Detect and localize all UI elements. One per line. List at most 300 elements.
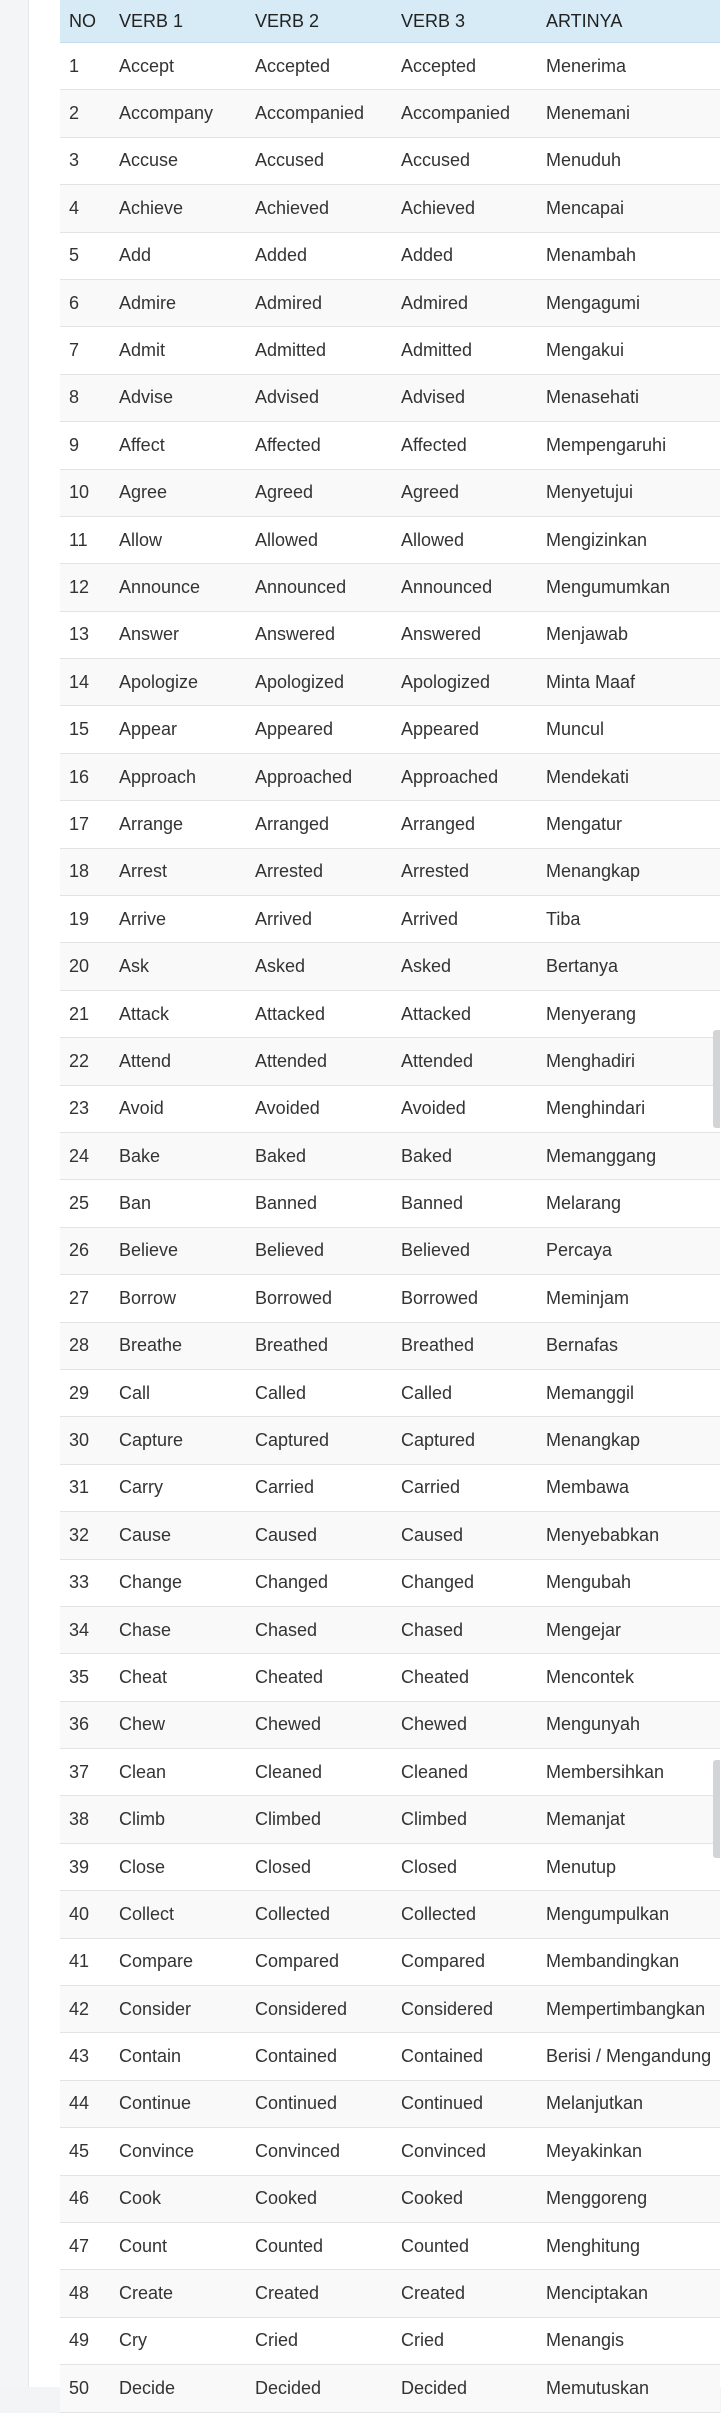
cell-verb-1: Cause	[110, 1512, 246, 1559]
cell-verb-1: Contain	[110, 2033, 246, 2080]
cell-verb-1: Attend	[110, 1038, 246, 1085]
cell-verb-1: Arrest	[110, 848, 246, 895]
cell-verb-1: Convince	[110, 2128, 246, 2175]
cell-no: 4	[60, 185, 110, 232]
cell-artinya: Membawa	[537, 1464, 720, 1511]
table-row	[60, 374, 720, 421]
cell-no: 16	[60, 753, 110, 800]
cell-verb-1: Accuse	[110, 137, 246, 184]
cell-verb-3: Breathed	[392, 1322, 537, 1369]
cell-artinya: Meyakinkan	[537, 2128, 720, 2175]
cell-verb-2: Collected	[246, 1891, 392, 1938]
cell-verb-2: Borrowed	[246, 1275, 392, 1322]
table-row	[60, 1512, 720, 1559]
table-row	[60, 943, 720, 990]
table-row	[60, 2317, 720, 2364]
table-row	[60, 516, 720, 563]
table-row	[60, 90, 720, 137]
table-row	[60, 1417, 720, 1464]
cell-verb-1: Agree	[110, 469, 246, 516]
cell-verb-3: Baked	[392, 1132, 537, 1179]
cell-verb-3: Advised	[392, 374, 537, 421]
table-header	[60, 0, 720, 43]
cell-artinya: Mengatur	[537, 801, 720, 848]
cell-verb-2: Admired	[246, 279, 392, 326]
cell-verb-1: Continue	[110, 2080, 246, 2127]
cell-verb-2: Believed	[246, 1227, 392, 1274]
cell-verb-1: Attack	[110, 990, 246, 1037]
cell-artinya: Bernafas	[537, 1322, 720, 1369]
table-row	[60, 659, 720, 706]
cell-verb-1: Add	[110, 232, 246, 279]
cell-verb-2: Accused	[246, 137, 392, 184]
cell-artinya: Menggoreng	[537, 2175, 720, 2222]
header-no: NO	[60, 0, 110, 43]
cell-verb-1: Ban	[110, 1180, 246, 1227]
table-row	[60, 1322, 720, 1369]
table-row	[60, 2222, 720, 2269]
cell-verb-2: Answered	[246, 611, 392, 658]
cell-artinya: Mengagumi	[537, 279, 720, 326]
cell-verb-1: Accept	[110, 43, 246, 90]
cell-no: 43	[60, 2033, 110, 2080]
cell-no: 45	[60, 2128, 110, 2175]
cell-no: 28	[60, 1322, 110, 1369]
cell-verb-1: Chase	[110, 1606, 246, 1653]
cell-no: 5	[60, 232, 110, 279]
cell-no: 25	[60, 1180, 110, 1227]
cell-verb-3: Banned	[392, 1180, 537, 1227]
cell-verb-1: Answer	[110, 611, 246, 658]
cell-no: 23	[60, 1085, 110, 1132]
cell-verb-3: Attacked	[392, 990, 537, 1037]
cell-verb-3: Cheated	[392, 1654, 537, 1701]
table-row	[60, 279, 720, 326]
cell-verb-2: Called	[246, 1369, 392, 1416]
cell-verb-3: Believed	[392, 1227, 537, 1274]
cell-no: 47	[60, 2222, 110, 2269]
cell-verb-3: Called	[392, 1369, 537, 1416]
cell-no: 46	[60, 2175, 110, 2222]
cell-verb-1: Create	[110, 2270, 246, 2317]
cell-no: 2	[60, 90, 110, 137]
cell-verb-1: Allow	[110, 516, 246, 563]
cell-verb-3: Added	[392, 232, 537, 279]
table-row	[60, 1132, 720, 1179]
cell-verb-2: Breathed	[246, 1322, 392, 1369]
cell-verb-3: Asked	[392, 943, 537, 990]
cell-verb-3: Admitted	[392, 327, 537, 374]
cell-verb-1: Cry	[110, 2317, 246, 2364]
cell-no: 44	[60, 2080, 110, 2127]
cell-verb-3: Cried	[392, 2317, 537, 2364]
cell-verb-3: Chewed	[392, 1701, 537, 1748]
cell-verb-3: Considered	[392, 1986, 537, 2033]
cell-verb-2: Achieved	[246, 185, 392, 232]
cell-artinya: Menyetujui	[537, 469, 720, 516]
cell-artinya: Menghindari	[537, 1085, 720, 1132]
cell-artinya: Memanjat	[537, 1796, 720, 1843]
cell-verb-3: Climbed	[392, 1796, 537, 1843]
header-verb-3: VERB 3	[392, 0, 537, 43]
cell-verb-3: Arrested	[392, 848, 537, 895]
irregular-verb-table	[60, 0, 720, 2413]
cell-no: 1	[60, 43, 110, 90]
table-row	[60, 137, 720, 184]
cell-artinya: Mempertimbangkan	[537, 1986, 720, 2033]
cell-no: 26	[60, 1227, 110, 1274]
cell-verb-3: Answered	[392, 611, 537, 658]
table-row	[60, 1986, 720, 2033]
cell-no: 31	[60, 1464, 110, 1511]
cell-verb-2: Created	[246, 2270, 392, 2317]
table-row	[60, 185, 720, 232]
cell-no: 21	[60, 990, 110, 1037]
cell-no: 41	[60, 1938, 110, 1985]
cell-artinya: Berisi / Mengandung	[537, 2033, 720, 2080]
cell-verb-3: Approached	[392, 753, 537, 800]
cell-artinya: Membersihkan	[537, 1749, 720, 1796]
cell-verb-2: Agreed	[246, 469, 392, 516]
cell-verb-1: Decide	[110, 2365, 246, 2412]
cell-no: 27	[60, 1275, 110, 1322]
table-row	[60, 1606, 720, 1653]
cell-artinya: Mengubah	[537, 1559, 720, 1606]
cell-no: 24	[60, 1132, 110, 1179]
cell-verb-3: Borrowed	[392, 1275, 537, 1322]
cell-verb-2: Apologized	[246, 659, 392, 706]
cell-no: 30	[60, 1417, 110, 1464]
cell-verb-1: Clean	[110, 1749, 246, 1796]
cell-no: 7	[60, 327, 110, 374]
cell-verb-3: Chased	[392, 1606, 537, 1653]
cell-verb-2: Cleaned	[246, 1749, 392, 1796]
table-row	[60, 2270, 720, 2317]
cell-no: 20	[60, 943, 110, 990]
cell-artinya: Menangkap	[537, 848, 720, 895]
cell-artinya: Mengumpulkan	[537, 1891, 720, 1938]
cell-artinya: Menjawab	[537, 611, 720, 658]
cell-no: 50	[60, 2365, 110, 2412]
table-row	[60, 753, 720, 800]
cell-artinya: Menangkap	[537, 1417, 720, 1464]
cell-verb-2: Banned	[246, 1180, 392, 1227]
cell-verb-3: Contained	[392, 2033, 537, 2080]
cell-artinya: Mempengaruhi	[537, 422, 720, 469]
cell-verb-2: Attacked	[246, 990, 392, 1037]
cell-no: 8	[60, 374, 110, 421]
cell-artinya: Menutup	[537, 1843, 720, 1890]
table-row	[60, 1843, 720, 1890]
cell-verb-2: Appeared	[246, 706, 392, 753]
table-row	[60, 1891, 720, 1938]
table-row	[60, 1369, 720, 1416]
table-row	[60, 43, 720, 90]
cell-verb-2: Approached	[246, 753, 392, 800]
header-artinya: ARTINYA	[537, 0, 720, 43]
cell-verb-1: Change	[110, 1559, 246, 1606]
table-row	[60, 232, 720, 279]
cell-verb-3: Allowed	[392, 516, 537, 563]
cell-verb-2: Cried	[246, 2317, 392, 2364]
cell-artinya: Mengejar	[537, 1606, 720, 1653]
cell-no: 9	[60, 422, 110, 469]
table-row	[60, 1180, 720, 1227]
cell-artinya: Memanggil	[537, 1369, 720, 1416]
cell-artinya: Menerima	[537, 43, 720, 90]
cell-verb-3: Decided	[392, 2365, 537, 2412]
cell-artinya: Menciptakan	[537, 2270, 720, 2317]
cell-no: 14	[60, 659, 110, 706]
table-row	[60, 801, 720, 848]
table-row	[60, 1038, 720, 1085]
cell-verb-1: Arrive	[110, 896, 246, 943]
cell-verb-1: Compare	[110, 1938, 246, 1985]
cell-no: 15	[60, 706, 110, 753]
cell-artinya: Minta Maaf	[537, 659, 720, 706]
cell-verb-1: Bake	[110, 1132, 246, 1179]
scrollbar-thumb-lower[interactable]	[713, 1760, 720, 1858]
cell-verb-1: Admire	[110, 279, 246, 326]
cell-verb-2: Decided	[246, 2365, 392, 2412]
table-row	[60, 611, 720, 658]
cell-verb-1: Achieve	[110, 185, 246, 232]
cell-verb-3: Accompanied	[392, 90, 537, 137]
cell-verb-3: Convinced	[392, 2128, 537, 2175]
cell-verb-1: Call	[110, 1369, 246, 1416]
cell-verb-3: Continued	[392, 2080, 537, 2127]
table-row	[60, 706, 720, 753]
cell-no: 32	[60, 1512, 110, 1559]
cell-verb-2: Changed	[246, 1559, 392, 1606]
table-row	[60, 2033, 720, 2080]
cell-verb-3: Apologized	[392, 659, 537, 706]
cell-verb-3: Compared	[392, 1938, 537, 1985]
cell-artinya: Menuduh	[537, 137, 720, 184]
cell-artinya: Mengumumkan	[537, 564, 720, 611]
cell-verb-2: Climbed	[246, 1796, 392, 1843]
cell-verb-2: Carried	[246, 1464, 392, 1511]
cell-artinya: Menambah	[537, 232, 720, 279]
cell-artinya: Menemani	[537, 90, 720, 137]
cell-verb-1: Admit	[110, 327, 246, 374]
table-row	[60, 2365, 720, 2412]
cell-artinya: Menyebabkan	[537, 1512, 720, 1559]
cell-verb-3: Attended	[392, 1038, 537, 1085]
cell-verb-2: Avoided	[246, 1085, 392, 1132]
cell-verb-2: Announced	[246, 564, 392, 611]
table-row	[60, 1085, 720, 1132]
cell-verb-2: Convinced	[246, 2128, 392, 2175]
cell-artinya: Melarang	[537, 1180, 720, 1227]
cell-no: 37	[60, 1749, 110, 1796]
cell-artinya: Memanggang	[537, 1132, 720, 1179]
cell-verb-2: Cheated	[246, 1654, 392, 1701]
table-row	[60, 1464, 720, 1511]
cell-verb-1: Accompany	[110, 90, 246, 137]
cell-verb-2: Contained	[246, 2033, 392, 2080]
cell-no: 3	[60, 137, 110, 184]
cell-verb-3: Appeared	[392, 706, 537, 753]
cell-verb-3: Collected	[392, 1891, 537, 1938]
table-row	[60, 1227, 720, 1274]
cell-verb-1: Cheat	[110, 1654, 246, 1701]
cell-verb-1: Approach	[110, 753, 246, 800]
cell-verb-2: Compared	[246, 1938, 392, 1985]
cell-verb-3: Caused	[392, 1512, 537, 1559]
cell-verb-2: Accepted	[246, 43, 392, 90]
table-row	[60, 990, 720, 1037]
cell-verb-3: Changed	[392, 1559, 537, 1606]
cell-verb-1: Affect	[110, 422, 246, 469]
cell-no: 38	[60, 1796, 110, 1843]
cell-artinya: Muncul	[537, 706, 720, 753]
cell-artinya: Menangis	[537, 2317, 720, 2364]
cell-artinya: Menasehati	[537, 374, 720, 421]
cell-artinya: Memutuskan	[537, 2365, 720, 2412]
table-row	[60, 896, 720, 943]
cell-verb-2: Allowed	[246, 516, 392, 563]
cell-verb-2: Arrived	[246, 896, 392, 943]
cell-verb-1: Avoid	[110, 1085, 246, 1132]
cell-verb-2: Continued	[246, 2080, 392, 2127]
cell-verb-1: Count	[110, 2222, 246, 2269]
cell-verb-3: Announced	[392, 564, 537, 611]
cell-artinya: Mendekati	[537, 753, 720, 800]
table-row	[60, 422, 720, 469]
cell-verb-2: Advised	[246, 374, 392, 421]
cell-no: 39	[60, 1843, 110, 1890]
cell-artinya: Mencapai	[537, 185, 720, 232]
table-row	[60, 564, 720, 611]
table-row	[60, 1701, 720, 1748]
cell-verb-3: Accepted	[392, 43, 537, 90]
cell-verb-2: Chewed	[246, 1701, 392, 1748]
cell-no: 35	[60, 1654, 110, 1701]
table-row	[60, 1796, 720, 1843]
cell-verb-2: Closed	[246, 1843, 392, 1890]
cell-verb-1: Collect	[110, 1891, 246, 1938]
cell-no: 40	[60, 1891, 110, 1938]
cell-verb-3: Avoided	[392, 1085, 537, 1132]
cell-verb-2: Arrested	[246, 848, 392, 895]
cell-verb-1: Carry	[110, 1464, 246, 1511]
table-row	[60, 1749, 720, 1796]
cell-verb-2: Admitted	[246, 327, 392, 374]
cell-artinya: Menyerang	[537, 990, 720, 1037]
cell-verb-1: Announce	[110, 564, 246, 611]
cell-verb-2: Arranged	[246, 801, 392, 848]
cell-verb-1: Believe	[110, 1227, 246, 1274]
cell-verb-1: Consider	[110, 1986, 246, 2033]
cell-no: 33	[60, 1559, 110, 1606]
cell-no: 11	[60, 516, 110, 563]
cell-artinya: Menghitung	[537, 2222, 720, 2269]
cell-no: 22	[60, 1038, 110, 1085]
cell-verb-3: Affected	[392, 422, 537, 469]
cell-no: 12	[60, 564, 110, 611]
cell-verb-1: Capture	[110, 1417, 246, 1464]
cell-verb-2: Baked	[246, 1132, 392, 1179]
cell-verb-2: Caused	[246, 1512, 392, 1559]
cell-verb-1: Ask	[110, 943, 246, 990]
table-row	[60, 327, 720, 374]
cell-verb-2: Added	[246, 232, 392, 279]
cell-verb-3: Closed	[392, 1843, 537, 1890]
cell-no: 6	[60, 279, 110, 326]
cell-verb-3: Arranged	[392, 801, 537, 848]
cell-no: 42	[60, 1986, 110, 2033]
cell-verb-2: Considered	[246, 1986, 392, 2033]
table-row	[60, 1654, 720, 1701]
scrollbar-thumb-upper[interactable]	[713, 1030, 720, 1128]
header-verb-1: VERB 1	[110, 0, 246, 43]
cell-verb-3: Arrived	[392, 896, 537, 943]
cell-verb-1: Arrange	[110, 801, 246, 848]
table-row	[60, 1275, 720, 1322]
cell-verb-1: Climb	[110, 1796, 246, 1843]
cell-artinya: Mencontek	[537, 1654, 720, 1701]
cell-artinya: Bertanya	[537, 943, 720, 990]
cell-no: 48	[60, 2270, 110, 2317]
table-row	[60, 2128, 720, 2175]
cell-verb-3: Created	[392, 2270, 537, 2317]
cell-verb-1: Chew	[110, 1701, 246, 1748]
table-row	[60, 469, 720, 516]
table-row	[60, 2080, 720, 2127]
cell-artinya: Menghadiri	[537, 1038, 720, 1085]
cell-verb-3: Accused	[392, 137, 537, 184]
cell-verb-3: Counted	[392, 2222, 537, 2269]
cell-artinya: Mengakui	[537, 327, 720, 374]
cell-no: 36	[60, 1701, 110, 1748]
cell-verb-3: Agreed	[392, 469, 537, 516]
cell-no: 10	[60, 469, 110, 516]
cell-verb-1: Close	[110, 1843, 246, 1890]
cell-artinya: Mengunyah	[537, 1701, 720, 1748]
cell-verb-2: Affected	[246, 422, 392, 469]
cell-no: 29	[60, 1369, 110, 1416]
cell-verb-3: Cooked	[392, 2175, 537, 2222]
cell-verb-1: Appear	[110, 706, 246, 753]
cell-verb-2: Counted	[246, 2222, 392, 2269]
cell-verb-3: Captured	[392, 1417, 537, 1464]
cell-verb-2: Asked	[246, 943, 392, 990]
cell-verb-2: Captured	[246, 1417, 392, 1464]
cell-no: 17	[60, 801, 110, 848]
cell-verb-1: Breathe	[110, 1322, 246, 1369]
cell-artinya: Tiba	[537, 896, 720, 943]
table-row	[60, 1559, 720, 1606]
cell-verb-2: Chased	[246, 1606, 392, 1653]
table-row	[60, 1938, 720, 1985]
cell-no: 18	[60, 848, 110, 895]
cell-artinya: Melanjutkan	[537, 2080, 720, 2127]
cell-verb-1: Apologize	[110, 659, 246, 706]
cell-no: 34	[60, 1606, 110, 1653]
cell-verb-2: Attended	[246, 1038, 392, 1085]
table-row	[60, 848, 720, 895]
cell-artinya: Mengizinkan	[537, 516, 720, 563]
cell-verb-3: Achieved	[392, 185, 537, 232]
cell-artinya: Percaya	[537, 1227, 720, 1274]
cell-no: 13	[60, 611, 110, 658]
cell-no: 19	[60, 896, 110, 943]
cell-verb-1: Advise	[110, 374, 246, 421]
table-row	[60, 2175, 720, 2222]
cell-artinya: Membandingkan	[537, 1938, 720, 1985]
cell-verb-3: Carried	[392, 1464, 537, 1511]
